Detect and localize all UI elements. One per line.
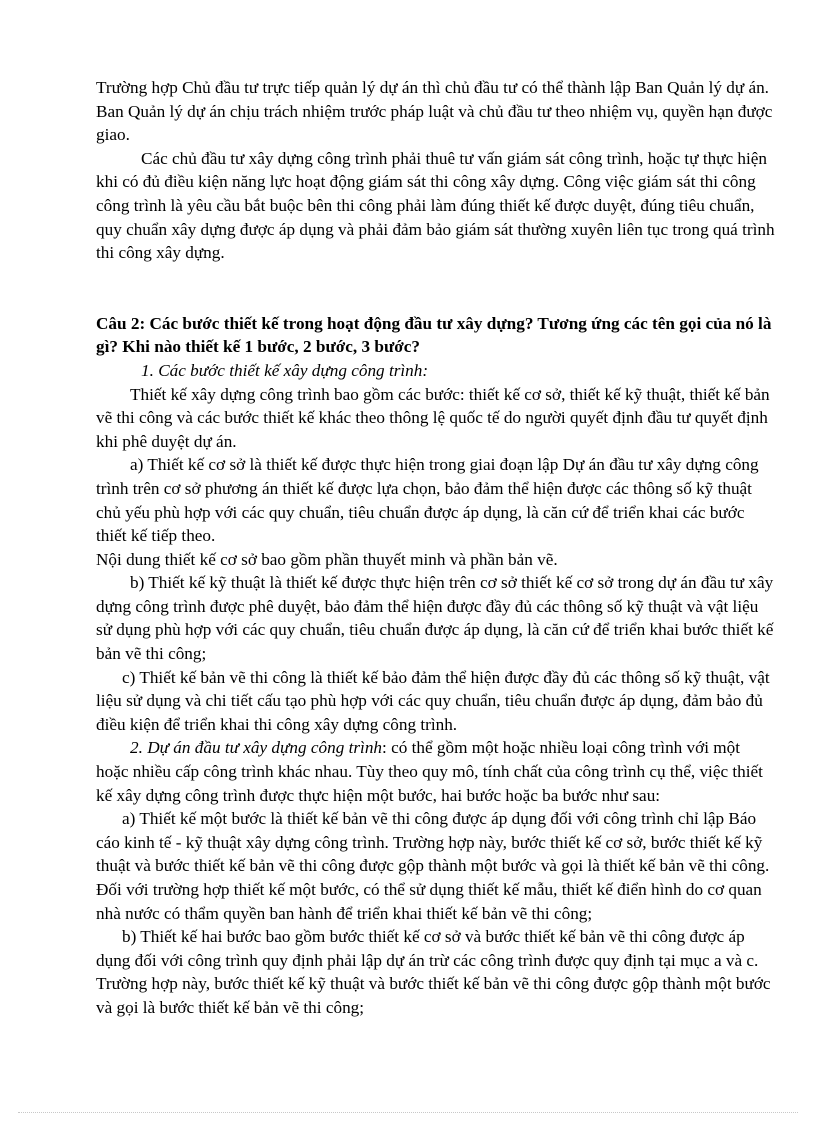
document-page (96, 76, 776, 1020)
section2-item-a: a) Thiết kế một bước là thiết kế bản vẽ thi công được áp dụng đối với công trình chỉ lập Báo cáo kinh tế - kỹ thuật xây dựng công trình. Trường hợp này, bước thiết kế cơ sở, bước thiết kế kỹ thuật và bước thiết kế bản vẽ thi công được gộp thành một bước và gọi là thiết kế bản vẽ thi công. (96, 809, 770, 876)
question-heading: Câu 2: Các bước thiết kế trong hoạt động đầu tư xây dựng? Tương ứng các tên gọi của nó là gì? Khi nào thiết kế 1 bước, 2 bước, 3 bước? (96, 313, 772, 357)
section2-note-a: Đối với trường hợp thiết kế một bước, có thể sử dụng thiết kế mẫu, thiết kế điển hình do cơ quan nhà nước có thẩm quyền ban hành để triển khai thiết kế bản vẽ thi công; (96, 880, 762, 923)
section2-heading: 2. Dự án đầu tư xây dựng công trình (130, 738, 383, 758)
section1-intro: Thiết kế xây dựng công trình bao gồm các bước: thiết kế cơ sở, thiết kế kỹ thuật, thiết kế bản vẽ thi công và các bước thiết kế khác theo thông lệ quốc tế do người quyết định đầu tư quyết định khi phê duyệt dự án. (96, 384, 770, 451)
section2-paragraph (96, 736, 776, 807)
section1-item-b: b) Thiết kế kỹ thuật là thiết kế được thực hiện trên cơ sở thiết kế cơ sở trong dự án đầu tư xây dựng công trình được phê duyệt, bảo đảm thể hiện được đầy đủ các thông số kỹ thuật và vật liệu sử dụng phù hợp với các quy chuẩn, tiêu chuẩn được áp dụng, là căn cứ để triển khai bước thiết kế bản vẽ thi công; (96, 573, 774, 664)
section1-note-a: Nội dung thiết kế cơ sở bao gồm phần thuyết minh và phần bản vẽ. (96, 549, 558, 569)
section1-item-c: c) Thiết kế bản vẽ thi công là thiết kế bảo đảm thể hiện được đầy đủ các thông số kỹ thuật, vật liệu sử dụng và chi tiết cấu tạo phù hợp với các quy chuẩn, tiêu chuẩn được áp dụng, đảm bảo đủ điều kiện để triển khai thi công xây dựng công trình. (96, 667, 770, 734)
section-spacer (96, 265, 776, 312)
paragraph-supervision: Các chủ đầu tư xây dựng công trình phải thuê tư vấn giám sát công trình, hoặc tự thực hiện khi có đủ điều kiện năng lực hoạt động giám sát thi công xây dựng. Công việc giám sát thi công công trình là yêu cầu bắt buộc bên thi công phải làm đúng thiết kế được duyệt, đúng tiêu chuẩn, quy chuẩn xây dựng được áp dụng và phải đảm bảo giám sát thường xuyên liên tục trong quá trình thi công xây dựng. (96, 148, 775, 263)
page-bottom-divider (18, 1112, 798, 1113)
section1-heading: 1. Các bước thiết kế xây dựng công trình: (141, 360, 429, 380)
section2-item-b: b) Thiết kế hai bước bao gồm bước thiết kế cơ sở và bước thiết kế bản vẽ thi công được áp dụng đối với công trình quy định phải lập dự án trừ các công trình được quy định tại mục a và c. Trường hợp này, bước thiết kế kỹ thuật và bước thiết kế bản vẽ thi công được gộp thành một bước và gọi là bước thiết kế bản vẽ thi công; (96, 927, 771, 1017)
section1-item-a: a) Thiết kế cơ sở là thiết kế được thực hiện trong giai đoạn lập Dự án đầu tư xây dựng công trình trên cơ sở phương án thiết kế được lựa chọn, bảo đảm thể hiện được các thông số kỹ thuật chủ yếu phù hợp với các quy chuẩn, tiêu chuẩn được áp dụng, là căn cứ để triển khai các bước thiết kế tiếp theo. (96, 455, 759, 546)
section2-intro: : có thể gồm một hoặc nhiều loại công trình với một hoặc nhiều cấp công trình khác nhau. Tùy theo quy mô, tính chất của công trình cụ thể, việc thiết kế xây dựng công trình được thực hiện một bước, hai bước hoặc ba bước như sau: (96, 738, 763, 805)
paragraph-management-board: Trường hợp Chủ đầu tư trực tiếp quản lý dự án thì chủ đầu tư có thể thành lập Ban Quản lý dự án. Ban Quản lý dự án chịu trách nhiệm trước pháp luật và chủ đầu tư theo nhiệm vụ, quyền hạn được giao. (96, 78, 773, 145)
